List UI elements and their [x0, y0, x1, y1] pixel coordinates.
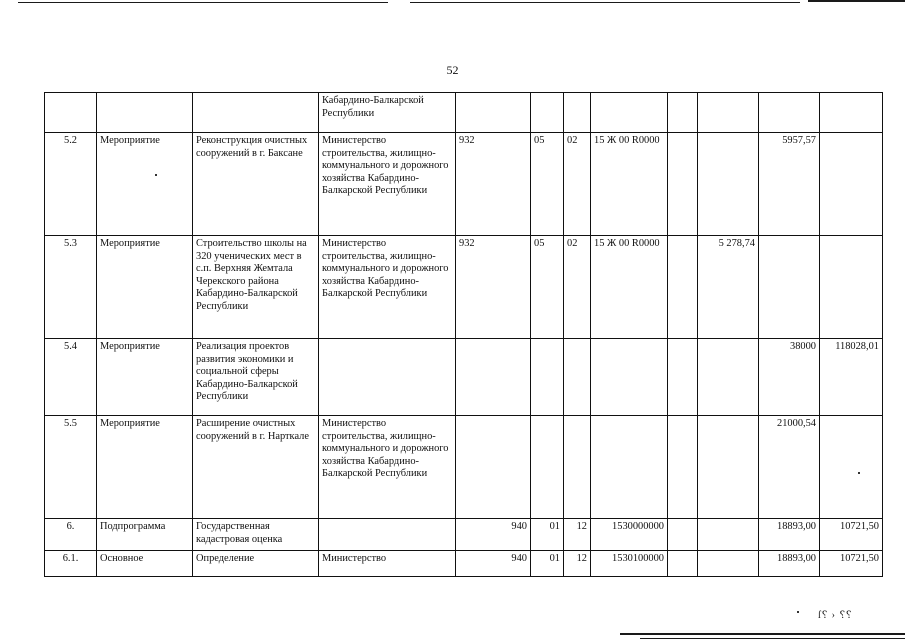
cell-vr: [668, 236, 698, 339]
cell-number: 5.5: [45, 416, 97, 519]
cell-vr: [668, 93, 698, 133]
footer-handwritten-mark: ſ⸮ › ⸮⸮: [818, 610, 853, 621]
cell-executor: Министерство строительства, жилищно-коммунального и дорожного хозяйства Кабардино-Балкарской Республики: [319, 236, 456, 339]
cell-year2: 21000,54: [759, 416, 820, 519]
cell-type: Мероприятие: [97, 236, 193, 339]
cell-grbs: 940: [456, 519, 531, 551]
cell-year2: 5957,57: [759, 133, 820, 236]
cell-year3: [820, 416, 883, 519]
cell-year3: [820, 133, 883, 236]
cell-year1: 5 278,74: [698, 236, 759, 339]
cell-rz: 01: [531, 519, 564, 551]
cell-pr: 12: [564, 551, 591, 577]
cell-year3: 10721,50: [820, 551, 883, 577]
cell-year2: 38000: [759, 339, 820, 416]
cell-number: 5.3: [45, 236, 97, 339]
cell-type: Подпрограмма: [97, 519, 193, 551]
cell-grbs: 940: [456, 551, 531, 577]
cell-grbs: [456, 416, 531, 519]
cell-name: Реализация проектов развития экономики и социальной сферы Кабардино-Балкарской Республики: [193, 339, 319, 416]
cell-year1: [698, 519, 759, 551]
cell-year2: 18893,00: [759, 519, 820, 551]
cell-year1: [698, 416, 759, 519]
cell-type: Мероприятие: [97, 339, 193, 416]
cell-rz: [531, 339, 564, 416]
cell-executor: Министерство: [319, 551, 456, 577]
table-row: [45, 416, 883, 519]
cell-csr: [591, 93, 668, 133]
cell-csr: [591, 339, 668, 416]
cell-year3: [820, 93, 883, 133]
scan-speck: [797, 611, 799, 613]
cell-year2: 18893,00: [759, 551, 820, 577]
cell-rz: [531, 416, 564, 519]
cell-rz: 01: [531, 551, 564, 577]
cell-rz: 05: [531, 236, 564, 339]
cell-pr: [564, 339, 591, 416]
cell-pr: [564, 93, 591, 133]
cell-year3: 10721,50: [820, 519, 883, 551]
scan-top-corner-line: [808, 0, 905, 2]
cell-vr: [668, 519, 698, 551]
cell-number: 5.4: [45, 339, 97, 416]
cell-year2: [759, 236, 820, 339]
cell-vr: [668, 416, 698, 519]
cell-rz: [531, 93, 564, 133]
cell-number: 6.: [45, 519, 97, 551]
cell-rz: 05: [531, 133, 564, 236]
cell-number: [45, 93, 97, 133]
cell-vr: [668, 339, 698, 416]
table-row: [45, 93, 883, 133]
cell-number: 5.2: [45, 133, 97, 236]
cell-type: [97, 93, 193, 133]
table-row: [45, 236, 883, 339]
cell-csr: 1530100000: [591, 551, 668, 577]
cell-number: 6.1.: [45, 551, 97, 577]
cell-year2: [759, 93, 820, 133]
cell-year1: [698, 551, 759, 577]
cell-executor: Министерство строительства, жилищно-коммунального и дорожного хозяйства Кабардино-Балкарской Республики: [319, 133, 456, 236]
cell-csr: 1530000000: [591, 519, 668, 551]
cell-year3: 118028,01: [820, 339, 883, 416]
cell-grbs: [456, 339, 531, 416]
table-row: [45, 133, 883, 236]
cell-name: Определение: [193, 551, 319, 577]
cell-pr: 02: [564, 236, 591, 339]
cell-name: [193, 93, 319, 133]
cell-executor: [319, 339, 456, 416]
cell-name: Государственная кадастровая оценка: [193, 519, 319, 551]
budget-table: [44, 92, 883, 577]
cell-year1: [698, 133, 759, 236]
cell-year3: [820, 236, 883, 339]
scan-top-line: [410, 2, 800, 3]
cell-grbs: 932: [456, 236, 531, 339]
cell-pr: [564, 416, 591, 519]
cell-year1: [698, 339, 759, 416]
cell-executor: Кабардино-Балкарской Республики: [319, 93, 456, 133]
cell-csr: 15 Ж 00 R0000: [591, 133, 668, 236]
cell-name: Строительство школы на 320 ученических мест в с.п. Верхняя Жемтала Черекского района Кабардино-Балкарской Республики: [193, 236, 319, 339]
scan-bottom-line: [640, 638, 905, 639]
page-number: 52: [446, 63, 459, 77]
cell-year1: [698, 93, 759, 133]
cell-csr: [591, 416, 668, 519]
cell-vr: [668, 133, 698, 236]
cell-grbs: [456, 93, 531, 133]
scan-bottom-line: [620, 633, 905, 635]
scan-top-line: [18, 2, 388, 3]
cell-grbs: 932: [456, 133, 531, 236]
cell-type: Мероприятие: [97, 416, 193, 519]
cell-vr: [668, 551, 698, 577]
cell-pr: 12: [564, 519, 591, 551]
table-row: [45, 519, 883, 551]
cell-type: Основное: [97, 551, 193, 577]
table-row: [45, 551, 883, 577]
cell-csr: 15 Ж 00 R0000: [591, 236, 668, 339]
cell-name: Расширение очистных сооружений в г. Нарткале: [193, 416, 319, 519]
cell-name: Реконструкция очистных сооружений в г. Баксане: [193, 133, 319, 236]
table-row: [45, 339, 883, 416]
cell-executor: Министерство строительства, жилищно-коммунального и дорожного хозяйства Кабардино-Балкарской Республики: [319, 416, 456, 519]
cell-pr: 02: [564, 133, 591, 236]
cell-executor: [319, 519, 456, 551]
cell-type: Мероприятие: [97, 133, 193, 236]
